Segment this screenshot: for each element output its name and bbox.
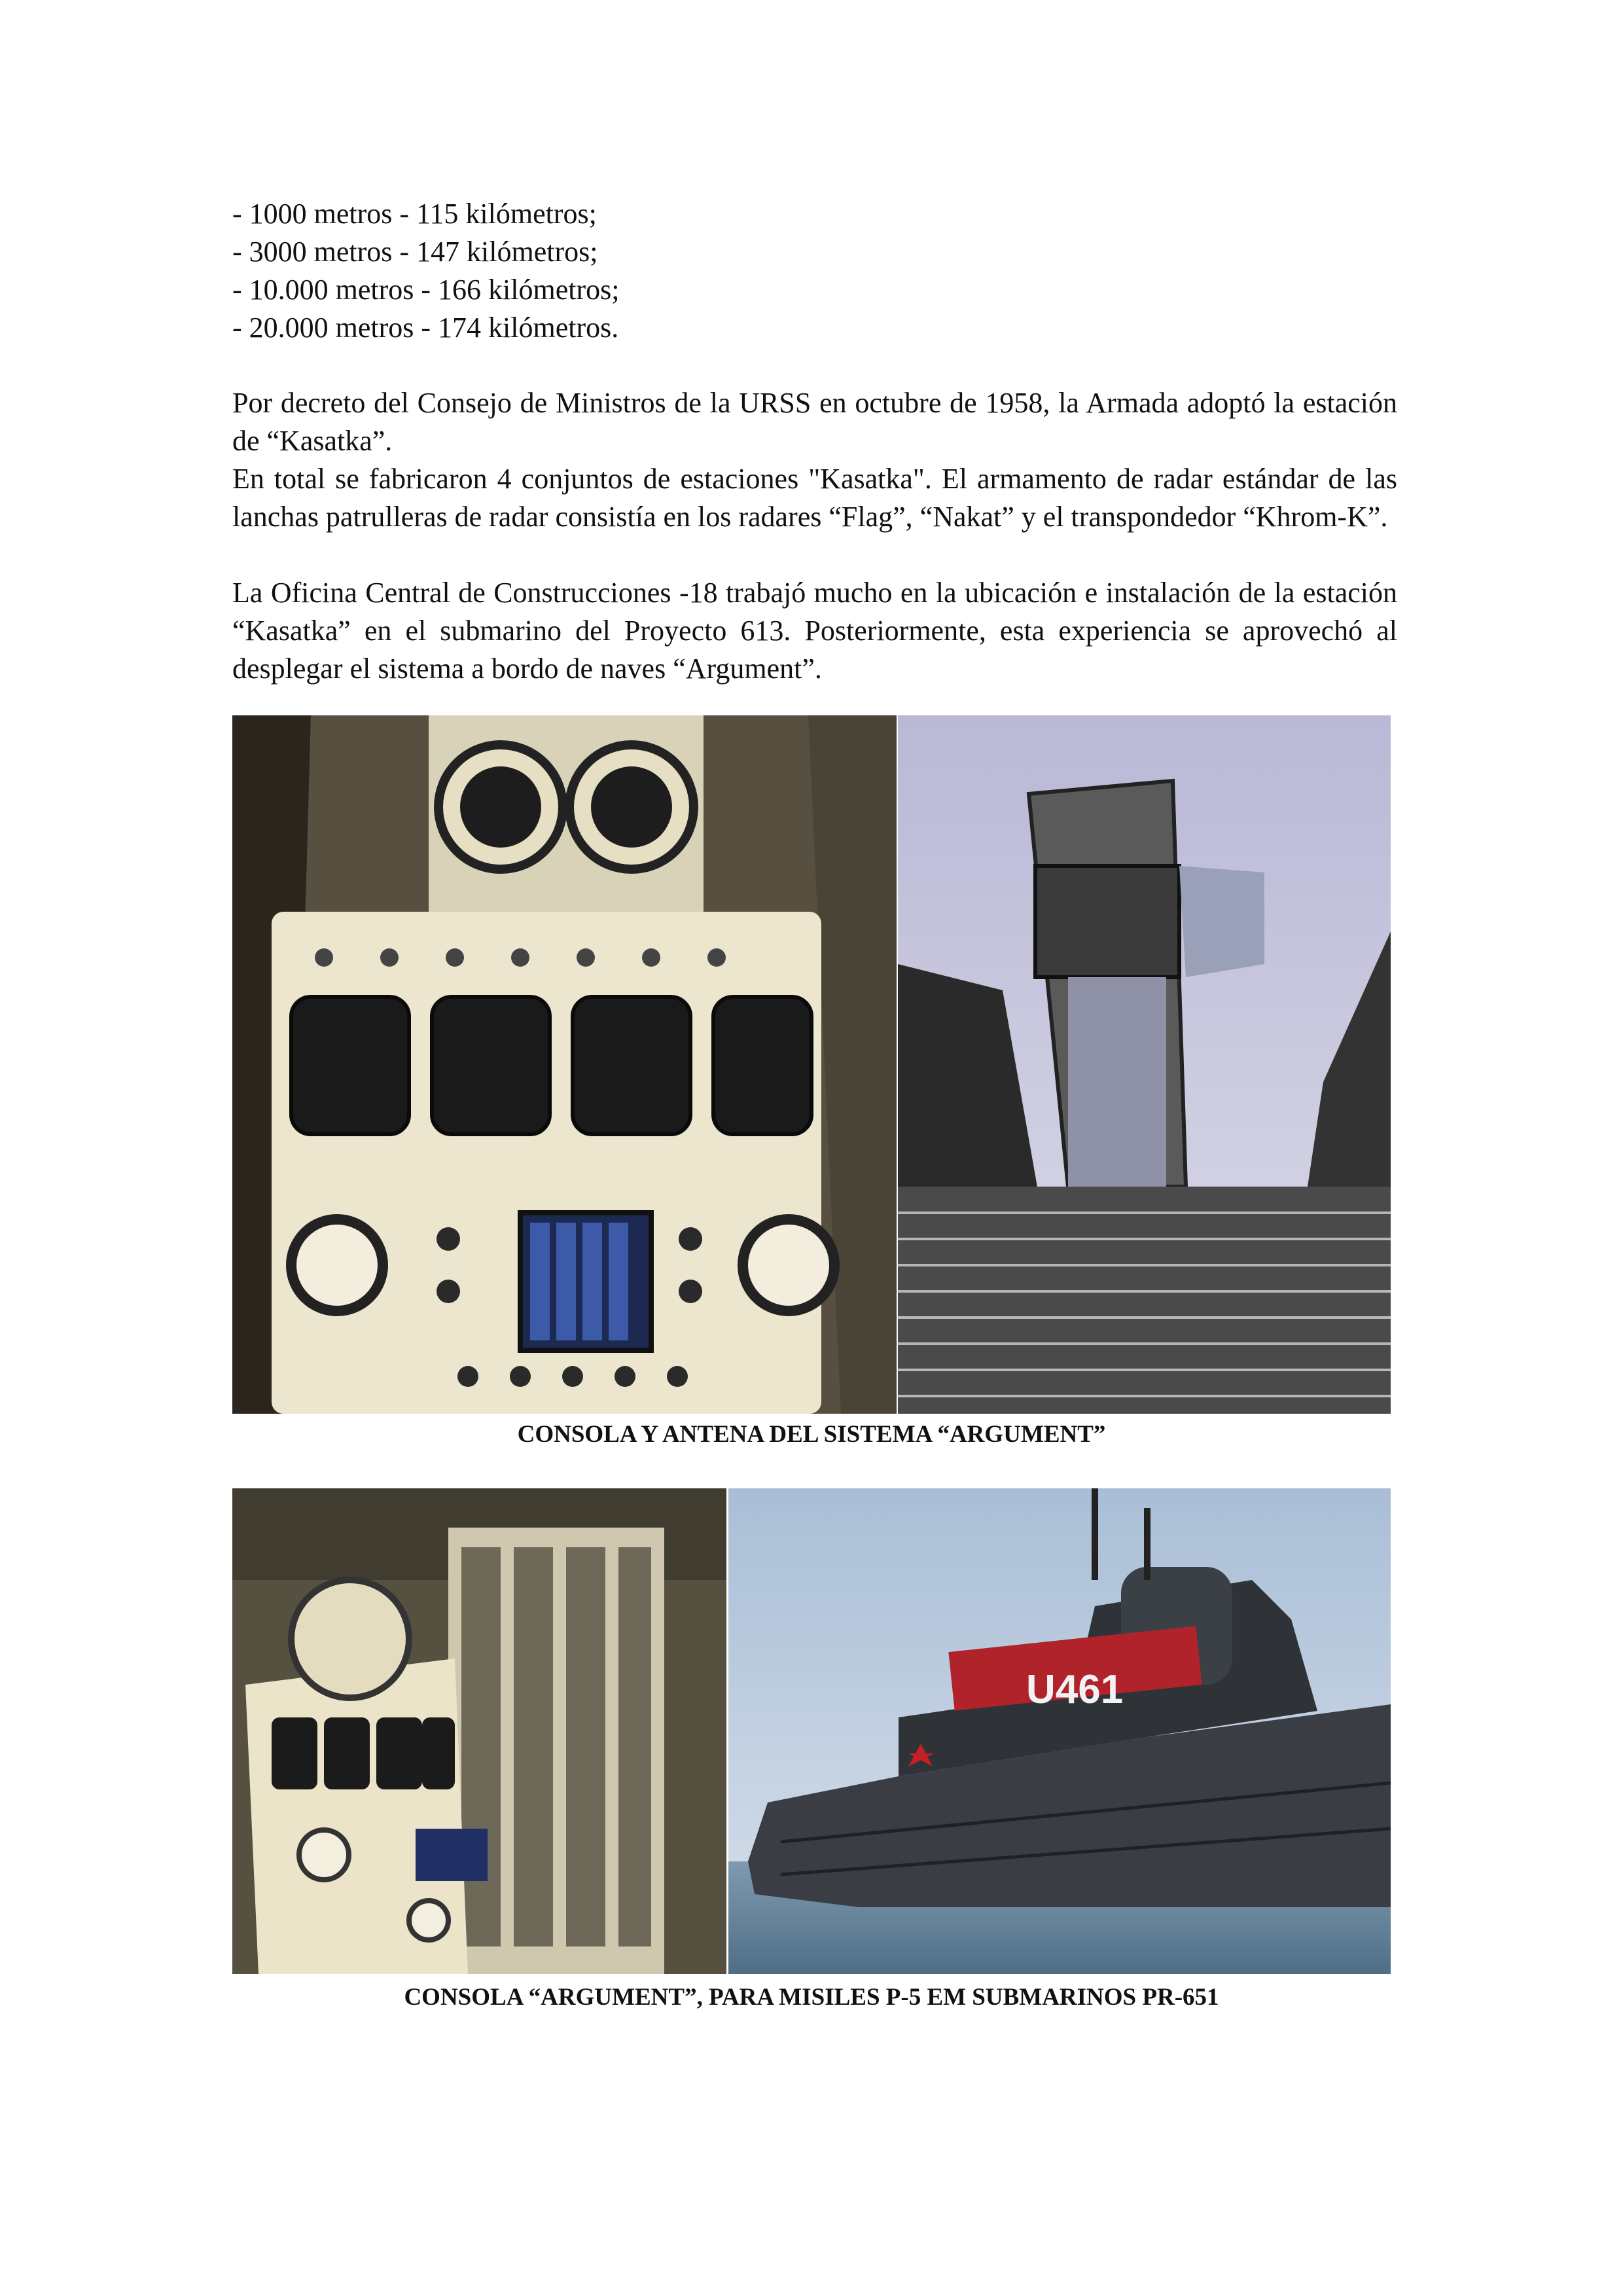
distance-item-4: - 20.000 metros - 174 kilómetros. [232,312,619,344]
submarine-photo [728,1488,1391,1974]
figure-caption-1: CONSOLA Y ANTENA DEL SISTEMA “ARGUMENT” [517,1421,1106,1448]
hull-marking: U461 [1026,1667,1124,1712]
paragraph-decree: Por decreto del Consejo de Ministros de la URSS en octubre de 1958, la Armada adoptó la estación de “Kasatka”. [232,387,1397,457]
paragraph-bureau: La Oficina Central de Construcciones -18 trabajó mucho en la ubicación e instalación de la estación “Kasatka” en el submarino del Proyecto 613. Posteriormente, esta experiencia se aprovechó al desplegar el sistema a bordo de naves “Argument”. [232,577,1397,685]
distance-item-3: - 10.000 metros - 166 kilómetros; [232,274,620,306]
paragraph-production: En total se fabricaron 4 conjuntos de estaciones "Kasatka". El armamento de radar estándar de las lanchas patrulleras de radar consistía en los radares “Flag”, “Nakat” y el transpondedor “Khrom-K”. [232,463,1397,533]
console-photo [232,715,897,1414]
figure-caption-2: CONSOLA “ARGUMENT”, PARA MISILES P-5 EM SUBMARINOS PR-651 [404,1984,1219,2011]
console-interior-photo [232,1488,726,1974]
distance-item-2: - 3000 metros - 147 kilómetros; [232,236,598,268]
antenna-photo [898,715,1391,1414]
distance-item-1: - 1000 metros - 115 kilómetros; [232,198,597,230]
distance-list [232,195,1397,347]
